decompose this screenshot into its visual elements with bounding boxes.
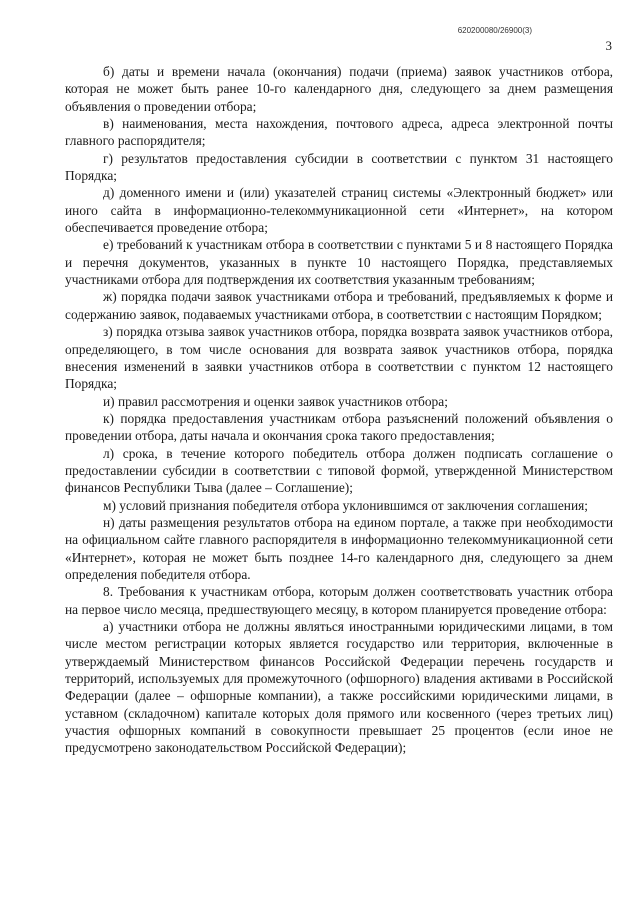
section-8-heading: 8. Требования к участникам отбора, которым должен соответствовать участник отбора на первое число месяца, предшествующего месяцу, в котором планируется проведение отбора: [65, 584, 613, 617]
paragraph-g: г) результатов предоставления субсидии в соответствии с пунктом 31 настоящего Порядка; [65, 150, 613, 184]
paragraph-m: м) условий признания победителя отбора уклонившимся от заключения соглашения; [103, 497, 588, 513]
document-body [65, 63, 613, 757]
paragraph-e: е) требований к участникам отбора в соответствии с пунктами 5 и 8 настоящего Порядка и перечня документов, указанных в пункте 10 настоящего Порядка, представляемых участниками отбора для подтверждения их соответствия указанным требованиям; [65, 237, 613, 288]
paragraph-zh: ж) порядка подачи заявок участниками отбора и требований, предъявляемых к форме и содержанию заявок, подаваемых участниками отбора, в соответствии с настоящим Порядком; [65, 289, 613, 322]
paragraph-b: б) даты и времени начала (окончания) подачи (приема) заявок участников отбора, которая не может быть ранее 10-го календарного дня, следующего за днем размещения объявления о проведении отбора; [65, 64, 613, 114]
page-number: 3 [605, 38, 612, 53]
paragraph-i: и) правил рассмотрения и оценки заявок участников отбора; [103, 393, 448, 409]
paragraph-l: л) срока, в течение которого победитель отбора должен подписать соглашение о предоставлении субсидии в соответствии с типовой формой, утвержденной Министерством финансов Республики Тыва (далее – Соглашение); [65, 445, 613, 496]
paragraph-v: в) наименования, места нахождения, почтового адреса, адреса электронной почты главного распорядителя; [65, 116, 613, 149]
paragraph-d: д) доменного имени и (или) указателей страниц системы «Электронный бюджет» или иного сайта в информационно-телекоммуникационной сети «Интернет», на котором обеспечивается проведение отбора; [65, 185, 613, 236]
paragraph-k: к) порядка предоставления участникам отбора разъяснений положений объявления о проведении отбора, даты начала и окончания срока такого предоставления; [65, 410, 613, 444]
document-code: 620200080/26900(3) [457, 26, 532, 35]
paragraph-z: з) порядка отзыва заявок участников отбора, порядка возврата заявок участников отбора, определяющего, в том числе основания для возврата заявок участников отбора, порядка внесения изменений в заявки участников отбора в соответствии с пунктом 12 настоящего Порядка; [65, 324, 613, 392]
paragraph-n: н) даты размещения результатов отбора на едином портале, а также при необходимости на официальном сайте главного распорядителя в информационно телекоммуникационной сети «Интернет», которая не может быть позднее 14-го календарного дня, следующего за днем определения победителя отбора. [65, 514, 613, 582]
paragraph-8a: а) участники отбора не должны являться иностранными юридическими лицами, в том числе местом регистрации которых является государство или территория, включенные в утверждаемый Министерством финансов Российской Федерации перечень государств и территорий, используемых для промежуточного (офшорного) владения активами в Российской Федерации (далее – офшорные компании), а также российскими юридическими лицами, в уставном (складочном) капитале которых доля прямого или косвенного (через третьих лиц) участия офшорных компаний в совокупности превышает 25 процентов (если иное не предусмотрено законодательством Российской Федерации); [65, 619, 613, 756]
